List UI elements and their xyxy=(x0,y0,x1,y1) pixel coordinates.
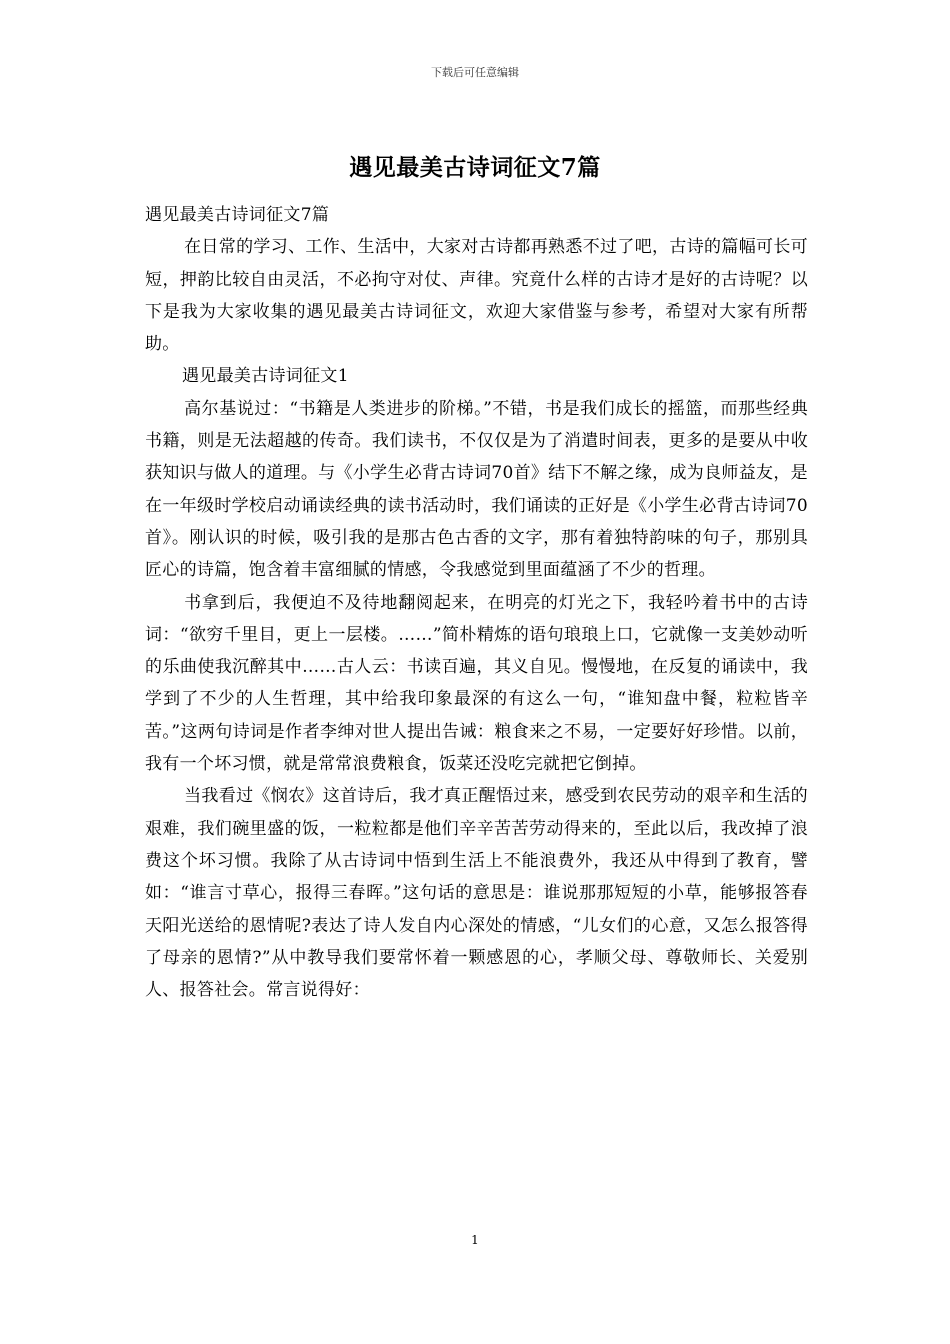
header-note: 下载后可任意编辑 xyxy=(431,66,519,79)
document-title: 遇见最美古诗词征文7篇 xyxy=(349,154,601,181)
body-paragraph: 高尔基说过：“书籍是人类进步的阶梯。”不错，书是我们成长的摇篮，而那些经典书籍，则是无法超越的传奇。我们读书，不仅仅是为了消遣时间表，更多的是要从中收获知识与做人的道理。与《小学生必背古诗词70首》结下不解之缘，成为良师益友，是在一年级时学校启动诵读经典的读书活动时，我们诵读的正好是《小学生必背古诗词70首》。刚认识的时候，吸引我的是那古色古香的文字，那有着独特韵味的句子，那别具匠心的诗篇，饱含着丰富细腻的情感，令我感觉到里面蕴涵了不少的哲理。 xyxy=(145,398,808,581)
intro-paragraph: 在日常的学习、工作、生活中，大家对古诗都再熟悉不过了吧，古诗的篇幅可长可短，押韵比较自由灵活，不必拘守对仗、声律。究竟什么样的古诗才是好的古诗呢？以下是我为大家收集的遇见最美古诗词征文，欢迎大家借鉴与参考，希望对大家有所帮助。 xyxy=(145,237,808,355)
body-paragraph: 当我看过《悯农》这首诗后，我才真正醒悟过来，感受到农民劳动的艰辛和生活的艰难，我们碗里盛的饭，一粒粒都是他们辛辛苦苦劳动得来的，至此以后，我改掉了浪费这个坏习惯。我除了从古诗词中悟到生活上不能浪费外，我还从中得到了教育，譬如：“谁言寸草心，报得三春晖。”这句话的意思是：谁说那那短短的小草，能够报答春天阳光送给的恩情呢?表达了诗人发自内心深处的情感，“儿女们的心意，又怎么报答得了母亲的恩情?”从中教导我们要常怀着一颗感恩的心，孝顺父母、尊敬师长、关爱别人、报答社会。常言说得好： xyxy=(145,786,808,1001)
body-paragraph: 书拿到后，我便迫不及待地翻阅起来，在明亮的灯光之下，我轻吟着书中的古诗词：“欲穷千里目，更上一层楼。……”简朴精炼的语句琅琅上口，它就像一支美妙动听的乐曲使我沉醉其中……古人云：书读百遍，其义自见。慢慢地，在反复的诵读中，我学到了不少的人生哲理，其中给我印象最深的有这么一句，“谁知盘中餐，粒粒皆辛苦。”这两句诗词是作者李绅对世人提出告诫：粮食来之不易，一定要好好珍惜。以前，我有一个坏习惯，就是常常浪费粮食，饭菜还没吃完就把它倒掉。 xyxy=(145,592,808,775)
page-number: 1 xyxy=(471,1233,479,1247)
document-body xyxy=(145,199,808,1006)
section-heading: 遇见最美古诗词征文1 xyxy=(182,366,349,387)
document-subtitle: 遇见最美古诗词征文7篇 xyxy=(145,205,330,225)
